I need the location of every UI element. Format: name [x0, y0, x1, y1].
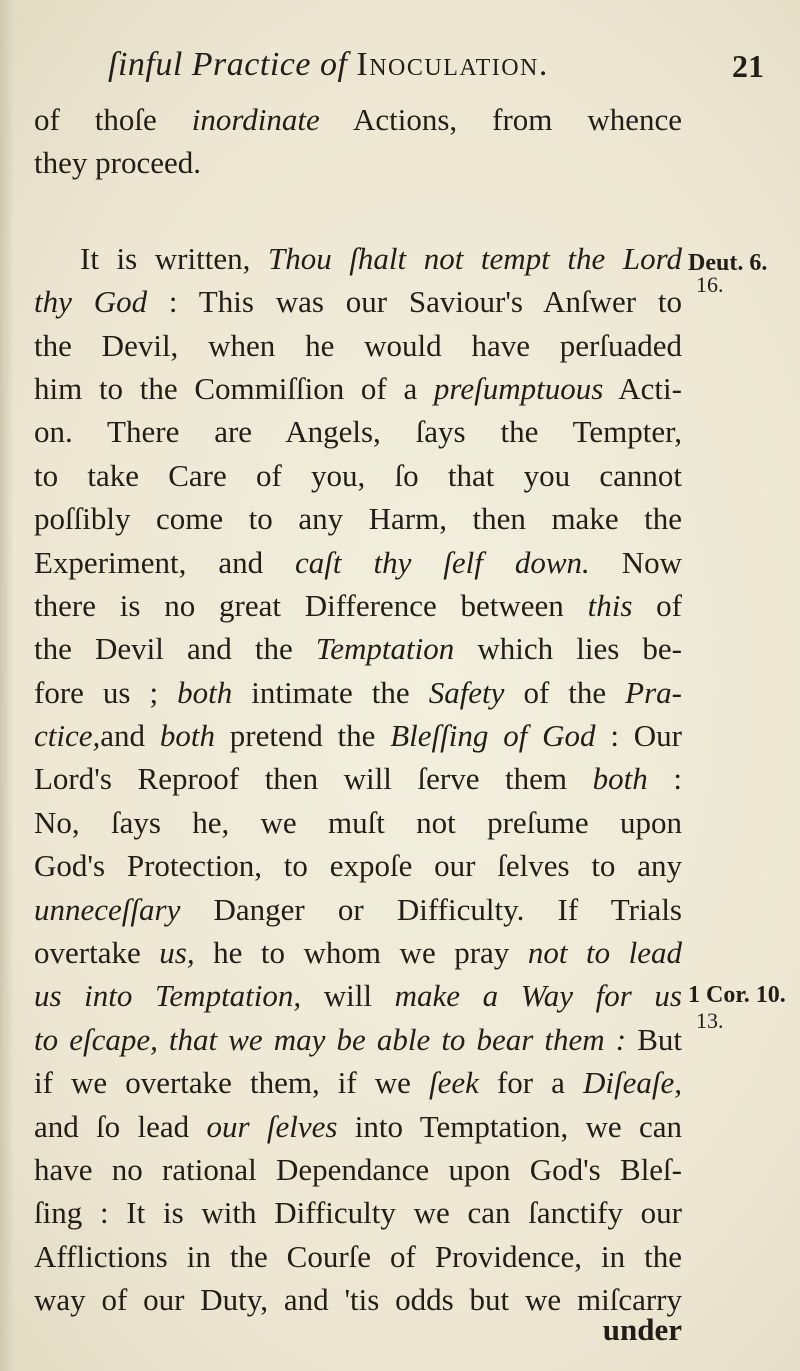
body-text — [34, 98, 682, 1322]
text-line: there is no great Difference between this of — [34, 587, 683, 623]
text-line: poſſibly come to any Harm, then make the — [34, 501, 682, 537]
text-line: way of our Duty, and 'tis odds but we miſcarry — [34, 1282, 682, 1318]
margin-note-cor-verse: 13. — [696, 1008, 724, 1033]
catchword: under — [602, 1312, 682, 1347]
text-line: thy God : This was our Saviour's Anſwer to — [34, 284, 682, 320]
text-line: to eſcape, that we may be able to bear them : But — [34, 1021, 682, 1057]
text-line: It is written, Thou ſhalt not tempt the Lord — [80, 240, 683, 276]
text-line: ctice,and both pretend the Bleſſing of God : Our — [34, 718, 682, 754]
text-line: on. There are Angels, ſays the Tempter, — [34, 414, 682, 450]
text-line: No, ſays he, we muſt not preſume upon — [34, 804, 682, 840]
margin-note-deut: Deut. 6. — [688, 250, 768, 276]
text-line: Afflictions in the Courſe of Providence, in the — [34, 1238, 682, 1274]
text-line: have no rational Dependance upon God's Bleſ- — [34, 1151, 682, 1187]
text-line: of thoſe inordinate Actions, from whence — [34, 102, 682, 137]
text-line: if we overtake them, if we ſeek for a Diſeaſe, — [34, 1065, 682, 1101]
binding-shadow — [0, 0, 14, 1371]
text-line: unneceſſary Danger or Difficulty. If Trials — [34, 891, 682, 927]
running-head-caps: Inoculation. — [356, 46, 549, 83]
text-line: him to the Commiſſion of a preſumptuous Acti- — [34, 370, 682, 406]
text-line: ſing : It is with Difficulty we can ſanctify our — [34, 1195, 682, 1231]
page-number: 21 — [732, 48, 764, 84]
running-head-italic: ſinful Practice of — [108, 46, 348, 83]
margin-note-cor: 1 Cor. 10. — [688, 982, 786, 1008]
text-line: the Devil, when he would have perſuaded — [34, 327, 682, 363]
running-head — [108, 46, 549, 84]
text-line: the Devil and the Temptation which lies be- — [34, 631, 682, 667]
text-line: and ſo lead our ſelves into Temptation, we can — [34, 1108, 682, 1144]
paragraph-gap — [34, 185, 682, 237]
page-header — [0, 40, 800, 100]
margin-note-deut-verse: 16. — [696, 272, 724, 297]
text-line: fore us ; both intimate the Safety of the Pra- — [34, 674, 682, 710]
text-line: God's Protection, to expoſe our ſelves to any — [34, 848, 682, 884]
text-line: Lord's Reproof then will ſerve them both : — [34, 761, 682, 797]
text-line: Experiment, and caſt thy ſelf down. Now — [34, 544, 682, 580]
text-line: to take Care of you, ſo that you cannot — [34, 457, 682, 493]
text-line: overtake us, he to whom we pray not to lead — [34, 935, 682, 971]
text-line: us into Temptation, will make a Way for us — [34, 978, 683, 1014]
text-line: they proceed. — [34, 145, 201, 181]
